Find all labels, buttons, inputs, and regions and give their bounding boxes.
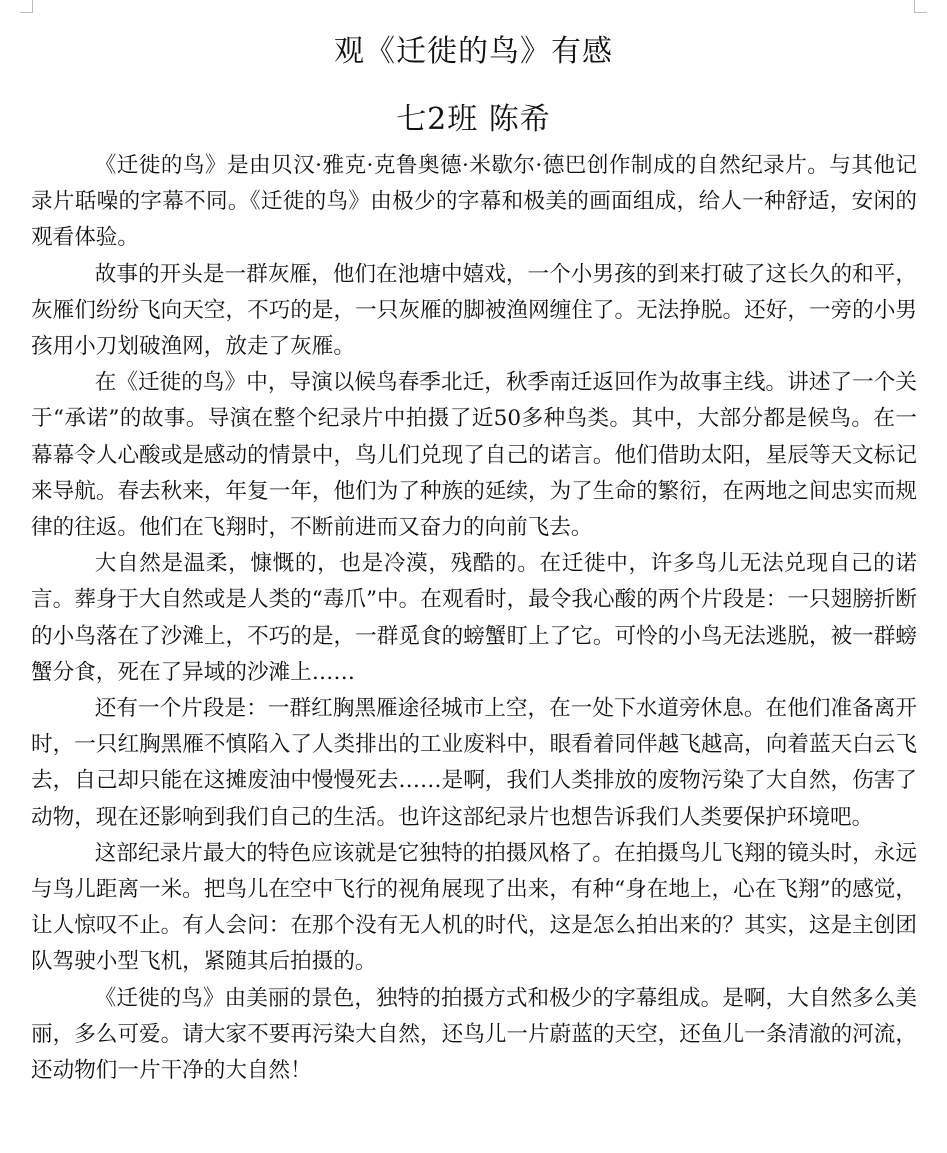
crop-mark-top-left	[20, 0, 33, 13]
paragraph: 在《迁徙的鸟》中，导演以候鸟春季北迁，秋季南迁返回作为故事主线。讲述了一个关于“承诺”的故事。导演在整个纪录片中拍摄了近50多种鸟类。其中，大部分都是候鸟。在一幕幕令人心酸或是感动的情景中，鸟儿们兑现了自己的诺言。他们借助太阳，星辰等天文标记来导航。春去秋来，年复一年，他们为了种族的延续，为了生命的繁衍，在两地之间忠实而规律的往返。他们在飞翔时，不断前进而又奋力的向前飞去。	[31, 370, 917, 541]
paragraph: 大自然是温柔，慷慨的，也是冷漠，残酷的。在迁徙中，许多鸟儿无法兑现自己的诺言。葬身于大自然或是人类的“毒爪”中。在观看时，最令我心酸的两个片段是：一只翅膀折断的小鸟落在了沙滩上，不巧的是，一群觅食的螃蟹盯上了它。可怜的小鸟无法逃脱，被一群螃蟹分食，死在了异域的沙滩上……	[31, 551, 917, 685]
crop-mark-top-right	[914, 0, 927, 13]
author-line: 七2班 陈希	[396, 102, 551, 137]
paragraph: 《迁徙的鸟》是由贝汉·雅克·克鲁奥德·米歇尔·德巴创作制成的自然纪录片。与其他记录片聒噪的字幕不同。《迁徙的鸟》由极少的字幕和极美的画面组成，给人一种舒适，安闲的观看体验。	[31, 153, 917, 251]
document-title: 观《迁徙的鸟》有感	[334, 34, 613, 69]
paragraph: 这部纪录片最大的特色应该就是它独特的拍摄风格了。在拍摄鸟儿飞翔的镜头时，永远与鸟儿距离一米。把鸟儿在空中飞行的视角展现了出来，有种“身在地上，心在飞翔”的感觉，让人惊叹不止。有人会问：在那个没有无人机的时代，这是怎么拍出来的？其实，这是主创团队驾驶小型飞机，紧随其后拍摄的。	[31, 840, 917, 975]
paragraph: 故事的开头是一群灰雁，他们在池塘中嬉戏，一个小男孩的到来打破了这长久的和平，灰雁们纷纷飞向天空，不巧的是，一只灰雁的脚被渔网缠住了。无法挣脱。还好，一旁的小男孩用小刀划破渔网，放走了灰雁。	[31, 261, 917, 360]
paragraph: 《迁徙的鸟》由美丽的景色，独特的拍摄方式和极少的字幕组成。是啊，大自然多么美丽，多么可爱。请大家不要再污染大自然，还鸟儿一片蔚蓝的天空，还鱼儿一条清澈的河流，还动物们一片干净的大自然！	[31, 985, 917, 1084]
document-body	[31, 148, 917, 1089]
paragraph: 还有一个片段是：一群红胸黑雁途径城市上空，在一处下水道旁休息。在他们准备离开时，一只红胸黑雁不慎陷入了人类排出的工业废料中，眼看着同伴越飞越高，向着蓝天白云飞去，自己却只能在这摊废油中慢慢死去……是啊，我们人类排放的废物污染了大自然，伤害了动物，现在还影响到我们自己的生活。也许这部纪录片也想告诉我们人类要保护环境吧。	[31, 696, 917, 830]
